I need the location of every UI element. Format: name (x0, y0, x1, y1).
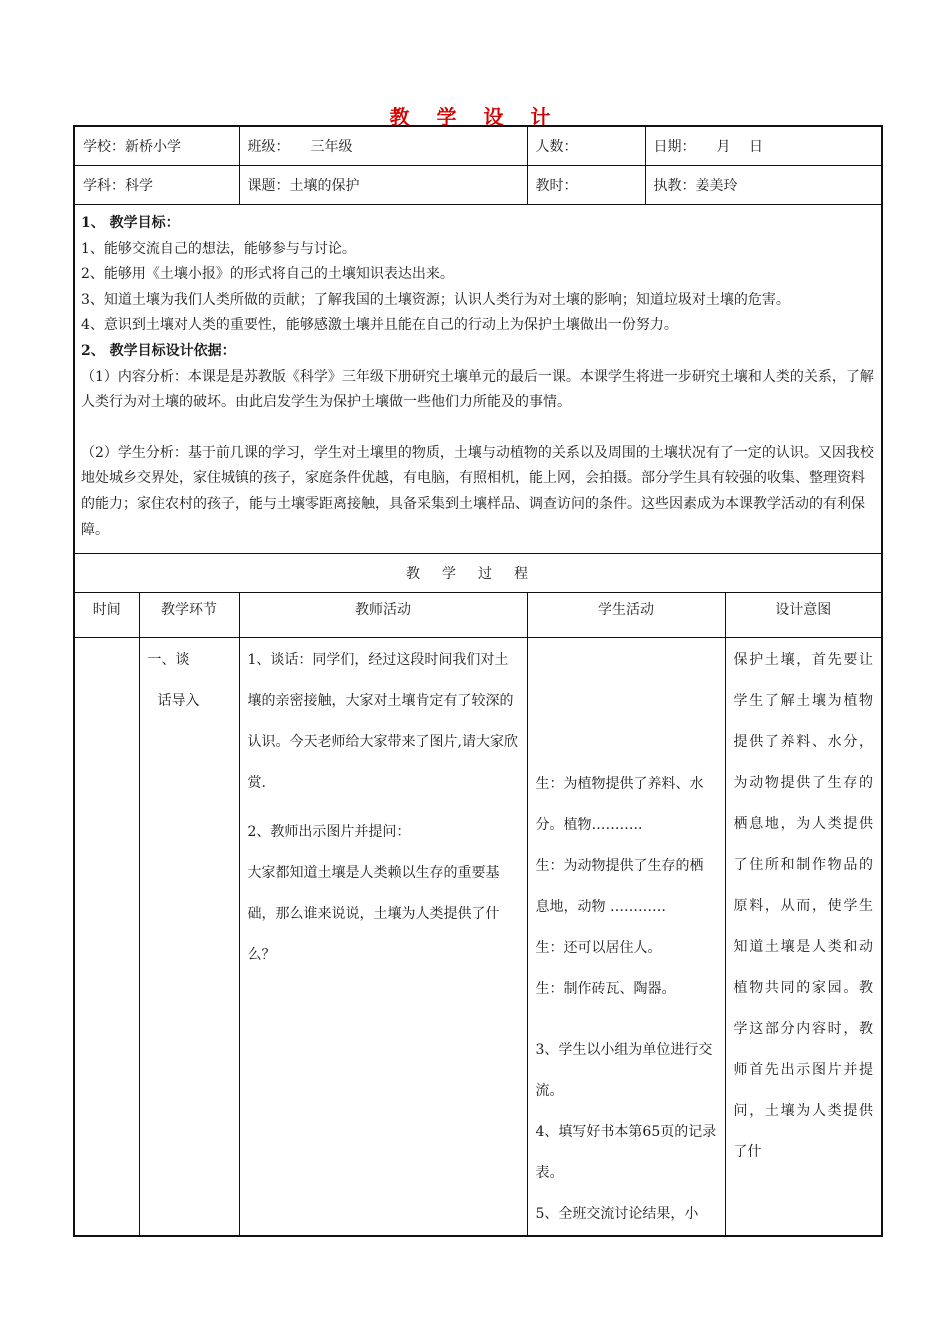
subject-cell: 学科：科学 (74, 166, 239, 205)
header-intent: 设计意图 (725, 593, 882, 638)
objective-item: 4、意识到土壤对人类的重要性，能够感激土壤并且能在自己的行动上为保护土壤做出一份努力。 (81, 317, 678, 334)
info-row-1 (74, 126, 882, 166)
time-cell (74, 638, 139, 1237)
student-activity: 生：为动物提供了生存的栖息地，动物 ………… (535, 858, 704, 916)
student-activity: 生：制作砖瓦、陶器。 (535, 981, 676, 998)
basis-heading: 2、 教学目标设计依据： (81, 342, 236, 359)
objectives-heading: 1、 教学目标： (81, 215, 180, 231)
teacher-activity: 2、教师出示图片并提问： (247, 824, 411, 841)
design-intent-cell: 保护土壤，首先要让学生了解土壤为植物提供了养料、水分，为动物提供了生存的栖息地，为人类提供了住所和制作物品的原料，从而，使学生知道土壤是人类和动植物共同的家园。教学这部分内容时，教师首先出示图片并提问，土壤为人类提供了什 (725, 638, 882, 1237)
header-student: 学生活动 (527, 593, 725, 638)
process-title: 教学过程 (74, 554, 882, 593)
content-analysis: （1）内容分析：本课是是苏教版《科学》三年级下册研究土壤单元的最后一课。本课学生将进一步研究土壤和人类的关系，了解人类行为对土壤的破坏。由此启发学生为保护土壤做一些他们力所能及的事情。 (81, 368, 874, 411)
objective-item: 1、能够交流自己的想法，能够参与与讨论。 (81, 240, 356, 257)
period-cell: 教时： (527, 166, 645, 205)
teacher-activity: 大家都知道土壤是人类赖以生存的重要基础，那么谁来说说，土壤为人类提供了什么？ (247, 865, 500, 964)
stage-line: 话导入 (157, 693, 200, 710)
student-activity: 3、学生以小组为单位进行交流。 (535, 1042, 713, 1100)
header-stage: 教学环节 (139, 593, 239, 638)
teacher-activity: 1、谈话：同学们，经过这段时间我们对土壤的亲密接触，大家对土壤肯定有了较深的认识。今天老师给大家带来了图片,请大家欣赏. (247, 652, 518, 792)
process-header-row (74, 593, 882, 638)
student-activity: 5、全班交流讨论结果，小 (535, 1206, 699, 1223)
header-time: 时间 (74, 593, 139, 638)
objective-item: 3、知道土壤为我们人类所做的贡献；了解我国的土壤资源；认识人类行为对土壤的影响；知道垃圾对土壤的危害。 (81, 291, 790, 308)
teacher-activity-cell (239, 638, 527, 1237)
class-cell: 班级： 三年级 (239, 126, 527, 166)
stage-cell (139, 638, 239, 1237)
stage-line: 一、谈 (147, 652, 190, 669)
school-cell: 学校：新桥小学 (74, 126, 239, 166)
info-row-2 (74, 166, 882, 205)
objectives-row (74, 205, 882, 554)
topic-cell: 课题：土壤的保护 (239, 166, 527, 205)
student-activity: 生：为植物提供了养料、水分。植物……….. (535, 776, 704, 834)
document-title: 教 学 设 计 (389, 105, 561, 129)
objectives-cell (74, 205, 882, 554)
process-title-row (74, 554, 882, 593)
student-analysis: （2）学生分析：基于前几课的学习，学生对土壤里的物质，土壤与动植物的关系以及周围的土壤状况有了一定的认识。又因我校地处城乡交界处，家住城镇的孩子，家庭条件优越，有电脑，有照相机，能上网，会拍摄。部分学生具有较强的收集、整理资料的能力；家住农村的孩子，能与土壤零距离接触，具备采集到土壤样品、调查访问的条件。这些因素成为本课教学活动的有利保障。 (81, 444, 874, 538)
count-cell: 人数： (527, 126, 645, 166)
student-activity: 4、填写好书本第65页的记录表。 (535, 1124, 717, 1182)
objective-item: 2、能够用《土壤小报》的形式将自己的土壤知识表达出来。 (81, 266, 454, 283)
student-activity: 生：还可以居住人。 (535, 940, 662, 957)
header-teacher: 教师活动 (239, 593, 527, 638)
lesson-plan-table (73, 125, 883, 1237)
process-body-row (74, 638, 882, 1237)
teacher-cell: 执教：姜美玲 (645, 166, 882, 205)
student-activity-cell (527, 638, 725, 1237)
date-cell: 日期： 月 日 (645, 126, 882, 166)
